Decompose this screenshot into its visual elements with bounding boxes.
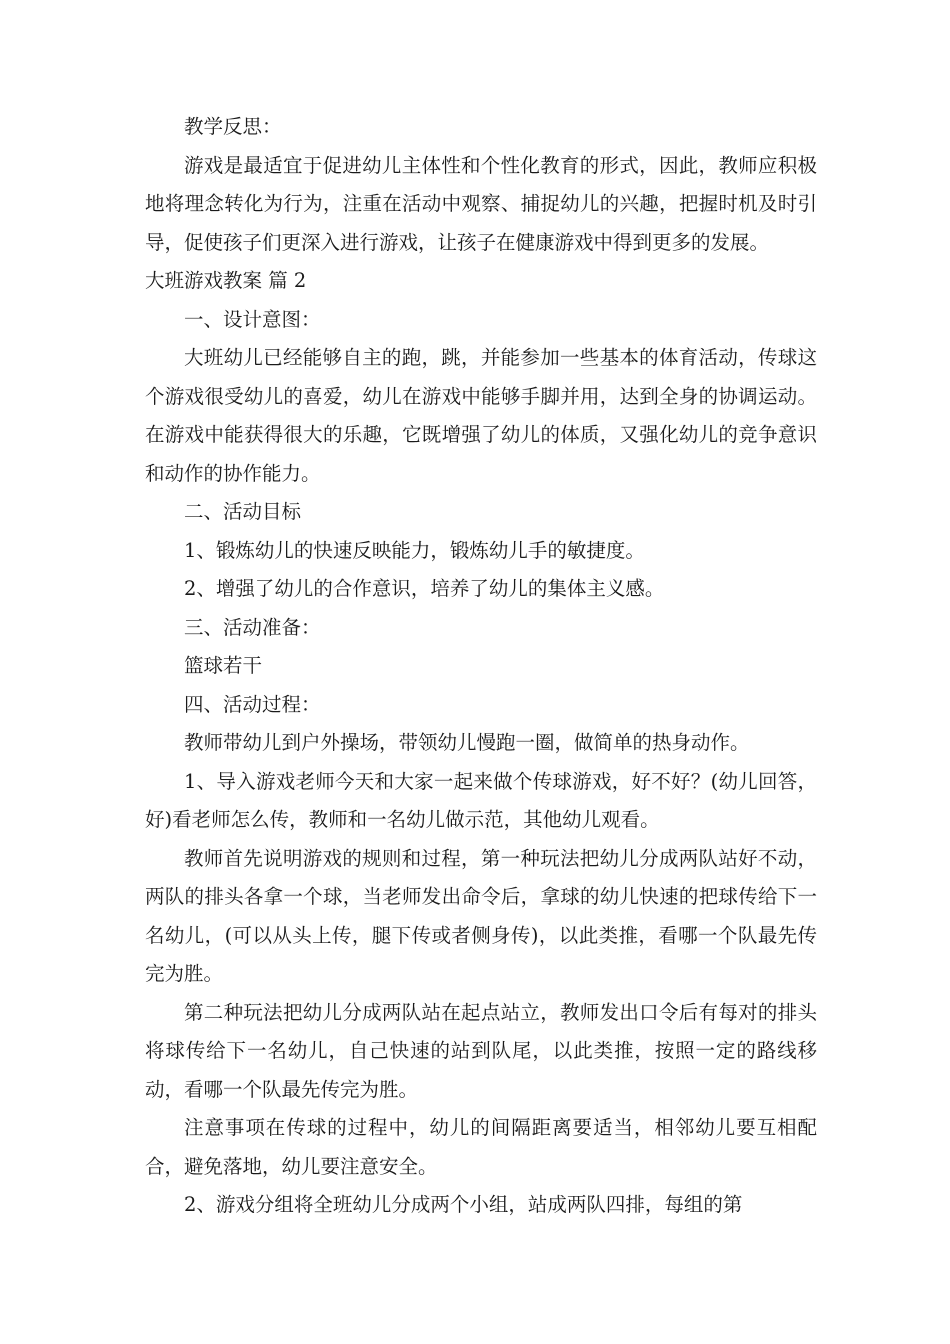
paragraph-rule-2: 第二种玩法把幼儿分成两队站在起点站立，教师发出口令后有每对的排头将球传给下一名幼儿，自己快速的站到队尾，以此类推，按照一定的路线移动，看哪一个队最先传完为胜。 [145, 1000, 817, 1101]
paragraph-design-intent-body: 大班幼儿已经能够自主的跑，跳，并能参加一些基本的体育活动，传球这个游戏很受幼儿的喜爱，幼儿在游戏中能够手脚并用，达到全身的协调运动。在游戏中能获得很大的乐趣，它既增强了幼儿的体质，又强化幼儿的竞争意识和动作的协作能力。 [145, 346, 817, 485]
paragraph-warmup: 教师带幼儿到户外操场，带领幼儿慢跑一圈，做简单的热身动作。 [184, 731, 750, 754]
paragraph-preparation-body: 篮球若干 [184, 654, 263, 677]
paragraph-rule-1: 教师首先说明游戏的规则和过程，第一种玩法把幼儿分成两队站好不动，两队的排头各拿一个球，当老师发出命令后，拿球的幼儿快速的把球传给下一名幼儿，(可以从头上传，腿下传或者侧身传)，以此类推，看哪一个队最先传完为胜。 [145, 846, 817, 985]
paragraph-goal-2: 2、增强了幼儿的合作意识，培养了幼儿的集体主义感。 [184, 577, 665, 600]
paragraph-preparation-heading: 三、活动准备： [184, 615, 321, 639]
paragraph-notes: 注意事项在传球的过程中，幼儿的间隔距离要适当，相邻幼儿要互相配合，避免落地，幼儿要注意安全。 [145, 1116, 817, 1178]
document-body [145, 108, 817, 1225]
paragraph-reflection-heading: 教学反思： [184, 115, 282, 138]
paragraph-goals-heading: 二、活动目标 [184, 500, 302, 523]
paragraph-process-heading: 四、活动过程： [184, 692, 321, 716]
paragraph-reflection-body: 游戏是最适宜于促进幼儿主体性和个性化教育的形式，因此，教师应积极地将理念转化为行为，注重在活动中观察、捕捉幼儿的兴趣，把握时机及时引导，促使孩子们更深入进行游戏，让孩子在健康游戏中得到更多的发展。 [145, 153, 817, 254]
paragraph-step-2: 2、游戏分组将全班幼儿分成两个小组，站成两队四排，每组的第 [184, 1193, 743, 1216]
paragraph-step-1: 1、导入游戏老师今天和大家一起来做个传球游戏，好不好？(幼儿回答，好)看老师怎么传，教师和一名幼儿做示范，其他幼儿观看。 [145, 769, 817, 831]
paragraph-design-intent-heading: 一、设计意图： [184, 307, 321, 331]
paragraph-goal-1: 1、锻炼幼儿的快速反映能力，锻炼幼儿手的敏捷度。 [184, 538, 645, 562]
section-title: 大班游戏教案 篇 2 [145, 269, 307, 292]
